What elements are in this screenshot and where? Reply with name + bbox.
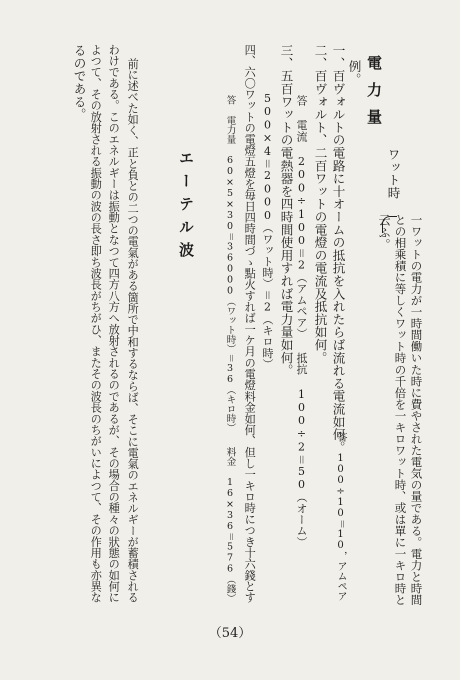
definition-line-1: 一ワットの電力が一時間働いた時に費やされた電気の量である。電力と時間 xyxy=(409,214,424,606)
problem-2-answer: 答 電流 200÷100＝2（アムペア） 抵抗 100÷2＝50（オーム） xyxy=(295,95,308,548)
definition-line-3: 云ふ。 xyxy=(377,214,392,251)
page-number: （54） xyxy=(208,626,252,641)
problem-2-question: 二、百ヴォルト、二百ワットの電燈の電流及抵抗如何。 xyxy=(312,44,328,364)
problem-1-answer: 答 100÷10＝10，アムペア xyxy=(335,432,347,602)
paragraph-line-4: るのである。 xyxy=(71,44,87,121)
definition-unit: ワット時 xyxy=(385,148,401,200)
examples-heading: 例。 xyxy=(346,60,362,86)
problem-4-question: 四、六〇ワットの電燈五燈を毎日四時間づゝ點火すれば一ケ月の電燈料金如何、但し一キロ時につき十六錢とす xyxy=(243,44,257,603)
problem-1-question: 一、百ヴォルトの電路に十オームの抵抗を入れたらば流れる電流如何。 xyxy=(330,44,346,454)
section-title: エーテル波 xyxy=(177,150,195,265)
definition-line-2: との相乘積に等しくワット時の千倍を一キロワット時、或は單に一キロ時と xyxy=(393,214,408,606)
definition-term: 電力量 xyxy=(365,55,383,136)
paragraph-line-2: わけである。このエネルギーは振動となつて四方八方へ放射されるのであるが、その場合の種々の狀態の如何に xyxy=(107,44,121,603)
paragraph-line-1: 前に述べた如く、正と負との二つの電氣がある箇所で中和するならば、そこに電氣のエネルギーが蓄積される xyxy=(126,58,140,603)
problem-3-question: 三、五百ワットの電熱器を四時間使用すれば電力量如何。 xyxy=(278,44,294,377)
definition-bracket xyxy=(382,216,397,233)
paragraph-line-3: よつて、その放射される振動の波の長さ即ち波長がちがひ、またその波長のちがいによつて、その作用も亦異な xyxy=(89,44,103,603)
problem-4-answer: 答 電力量 60×5×30＝36000（ワット時）＝36（キロ時） 料金 16×36＝576（錢） xyxy=(224,95,236,603)
problem-3-answer: 500×4＝2000（ワット時）＝2（キロ時） xyxy=(261,92,274,370)
